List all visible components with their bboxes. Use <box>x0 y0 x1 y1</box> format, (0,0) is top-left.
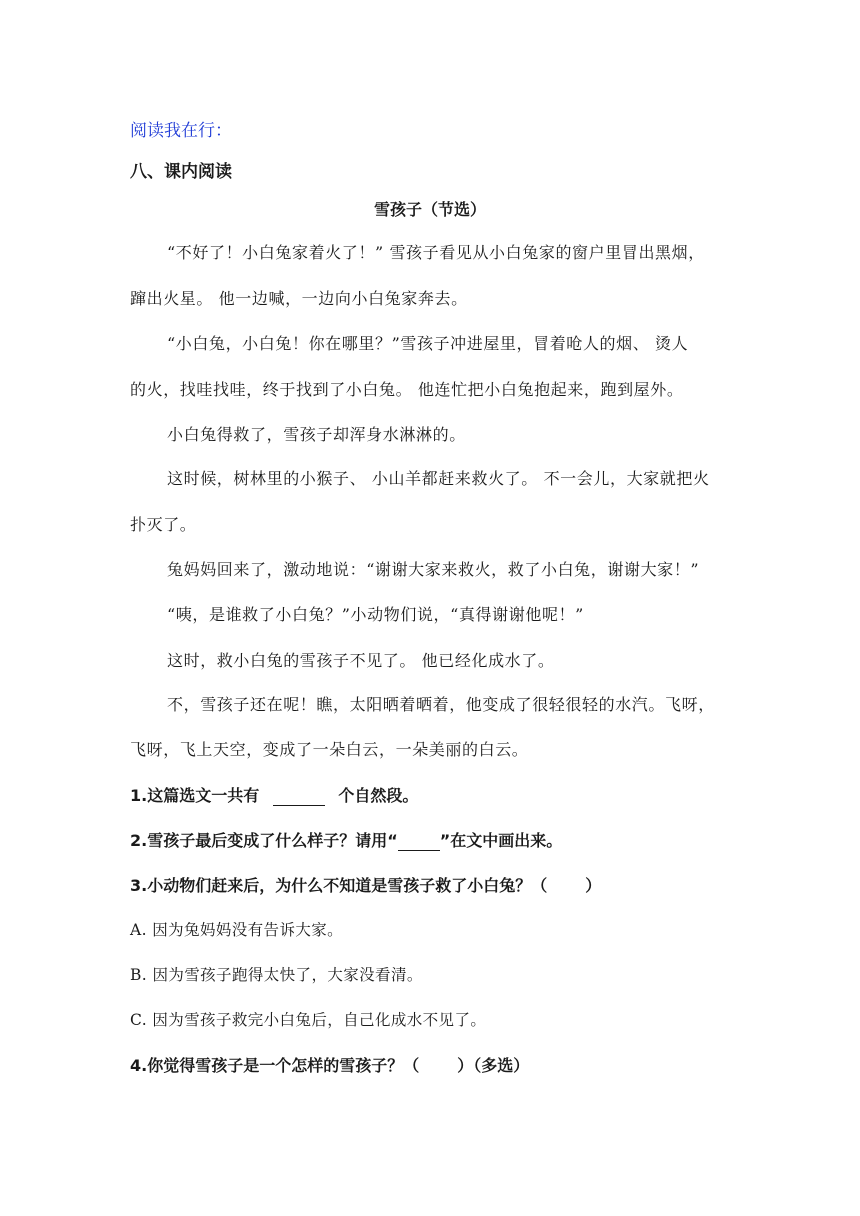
question-4-close: ）（多选） <box>457 1056 530 1075</box>
story-line: 的火，找哇找哇，终于找到了小白兔。 他连忙把小白兔抱起来，跑到屋外。 <box>130 380 684 399</box>
question-2 <box>130 828 562 851</box>
question-4 <box>130 1053 529 1076</box>
story-line: 小白兔得救了，雪孩子却浑身水淋淋的。 <box>167 425 466 444</box>
story-line: 这时候，树林里的小猴子、 小山羊都赶来救火了。 不一会儿，大家就把火 <box>167 469 710 488</box>
story-line: 不，雪孩子还在呢！瞧，太阳晒着晒着，他变成了很轻很轻的水汽。飞呀， <box>167 695 715 714</box>
story-title: 雪孩子（节选） <box>373 200 486 219</box>
answer-blank-3[interactable] <box>547 876 585 895</box>
story-line: 蹿出火星。 他一边喊，一边向小白兔家奔去。 <box>130 289 468 308</box>
story-line: “小白兔，小白兔！你在哪里？”雪孩子冲进屋里，冒着呛人的烟、 烫人 <box>167 334 689 353</box>
answer-blank-1[interactable] <box>273 786 325 806</box>
answer-blank-4[interactable] <box>419 1056 457 1075</box>
option-b: B. 因为雪孩子跑得太快了，大家没看清。 <box>130 966 423 984</box>
story-line: 兔妈妈回来了，激动地说：“谢谢大家来救火，救了小白兔，谢谢大家！” <box>167 560 700 579</box>
question-3 <box>130 873 601 896</box>
story-line: “咦，是谁救了小白兔？”小动物们说，“真得谢谢他呢！” <box>167 605 584 624</box>
question-3-text: 3.小动物们赶来后，为什么不知道是雪孩子救了小白兔？（ <box>130 876 548 895</box>
question-1 <box>130 783 418 806</box>
question-1-suffix: 个自然段。 <box>338 786 419 805</box>
story-line: 扑灭了。 <box>130 515 197 534</box>
question-2-suffix: ”在文中画出来。 <box>439 831 563 850</box>
story-line: 这时，救小白兔的雪孩子不见了。 他已经化成水了。 <box>167 651 555 670</box>
option-a: A. 因为兔妈妈没有告诉大家。 <box>130 921 344 939</box>
question-2-prefix: 2.雪孩子最后变成了什么样子？请用“ <box>130 831 398 850</box>
question-1-prefix: 1.这篇选文一共有 <box>130 786 260 805</box>
section-title: 八、课内阅读 <box>130 162 232 182</box>
underline-sample <box>398 831 440 851</box>
question-4-text: 4.你觉得雪孩子是一个怎样的雪孩子？（ <box>130 1056 420 1075</box>
option-c: C. 因为雪孩子救完小白兔后，自己化成水不见了。 <box>130 1011 487 1029</box>
story-line: 飞呀，飞上天空，变成了一朵白云，一朵美丽的白云。 <box>130 740 529 759</box>
question-3-close: ） <box>585 876 602 895</box>
reading-heading: 阅读我在行： <box>130 121 232 141</box>
story-line: “不好了！小白兔家着火了！” 雪孩子看见从小白兔家的窗户里冒出黑烟， <box>167 243 705 262</box>
